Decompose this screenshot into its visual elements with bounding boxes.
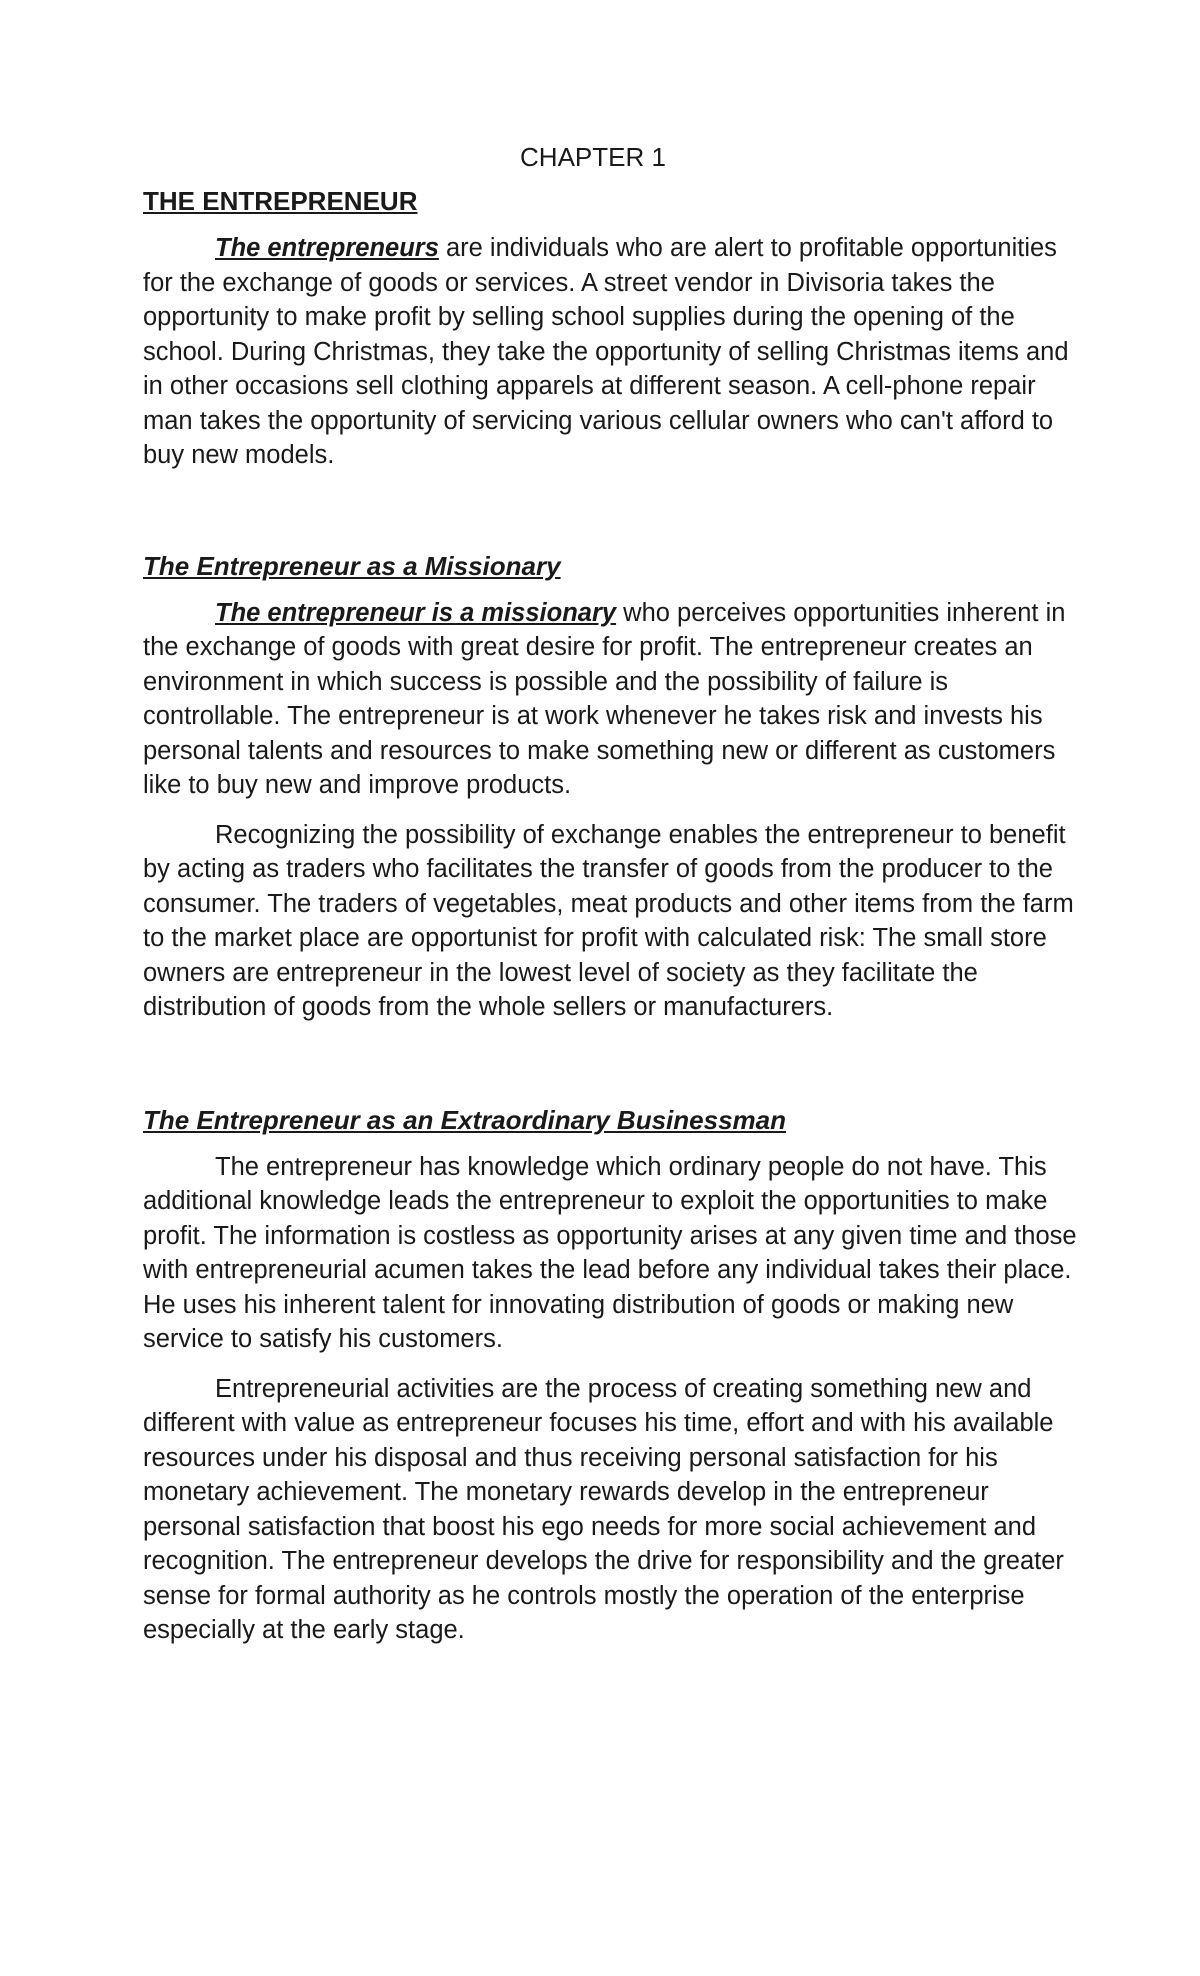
missionary-paragraph-1 — [143, 596, 1083, 803]
intro-lead-term: The entrepreneurs — [215, 234, 439, 262]
section-spacer — [143, 1040, 1083, 1102]
chapter-title: THE ENTREPRENEUR — [143, 186, 418, 216]
section-heading-businessman: The Entrepreneur as an Extraordinary Businessman — [143, 1104, 786, 1135]
page-content — [143, 139, 1083, 1663]
chapter-label: CHAPTER 1 — [520, 142, 666, 172]
section-heading-missionary: The Entrepreneur as a Missionary — [143, 550, 561, 581]
section-spacer — [143, 488, 1083, 548]
missionary-text-1: who perceives opportunities inherent in the exchange of goods with great desire for profit. The entrepreneur creates an environment in which success is possible and the possibility of failure is controllable. The entrepreneur is at work whenever he takes risk and invests his personal talents and resources to make something new or different as customers like to buy new and improve products. — [143, 598, 1066, 799]
missionary-lead-term: The entrepreneur is a missionary — [215, 598, 617, 627]
businessman-paragraph-1: The entrepreneur has knowledge which ordinary people do not have. This additional knowledge leads the entrepreneur to exploit the opportunities to make profit. The information is costless as opportunity arises at any given time and those with entrepreneurial acumen takes the lead before any individual takes their place. He uses his inherent talent for innovating distribution of goods or making new service to satisfy his customers. — [143, 1152, 1077, 1353]
missionary-paragraph-2: Recognizing the possibility of exchange enables the entrepreneur to benefit by acting as traders who facilitates the transfer of goods from the producer to the consumer. The traders of vegetables, meat products and other items from the farm to the market place are opportunist for profit with calculated risk: The small store owners are entrepreneur in the lowest level of society as they facilitate the distribution of goods from the whole sellers or manufacturers. — [143, 820, 1074, 1021]
intro-paragraph — [143, 231, 1083, 473]
businessman-paragraph-2: Entrepreneurial activities are the process of creating something new and different with value as entrepreneur focuses his time, effort and with his available resources under his disposal and thus receiving personal satisfaction for his monetary achievement. The monetary rewards develop in the entrepreneur personal satisfaction that boost his ego needs for more social achievement and recognition. The entrepreneur develops the drive for responsibility and the greater sense for formal authority as he controls mostly the operation of the enterprise especially at the early stage. — [143, 1374, 1064, 1644]
intro-text: are individuals who are alert to profitable opportunities for the exchange of goods or services. A street vendor in Divisoria takes the opportunity to make profit by selling school supplies during the opening of the school. During Christmas, they take the opportunity of selling Christmas items and in other occasions sell clothing apparels at different season. A cell-phone repair man takes the opportunity of servicing various cellular owners who can't afford to buy new models. — [143, 234, 1069, 469]
